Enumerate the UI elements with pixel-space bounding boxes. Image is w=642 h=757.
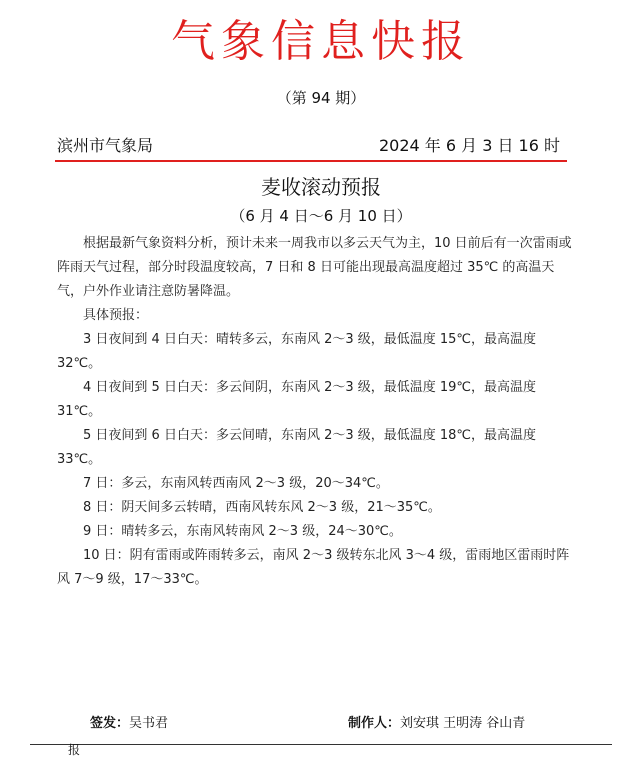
issuer-signature [90, 714, 168, 734]
forecast-item: 10 日：阴有雷雨或阵雨转多云，南风 2～3 级转东北风 3～4 级，雷雨地区雷雨时阵风 7～9 级，17～33℃。 [57, 548, 570, 587]
publisher-name: 滨州市气象局 [57, 136, 154, 155]
signer-name: 吴书君 [129, 716, 169, 731]
cut-off-text: 报 [68, 743, 81, 757]
header-divider [55, 160, 567, 162]
makers-label: 制作人： [348, 716, 401, 731]
makers-signature [348, 714, 525, 734]
masthead-title: 气象信息快报 [171, 16, 471, 67]
footer-divider [30, 744, 612, 745]
body-paragraph: 根据最新气象资料分析，预计未来一周我市以多云天气为主，10 日前后有一次雷雨或阵雨天气过程，部分时段温度较高，7 日和 8 日可能出现最高温度超过 35℃ 的高温天气，户外作业请注意防暑降温。 [57, 236, 572, 299]
makers-names: 刘安琪 王明涛 谷山青 [400, 716, 526, 731]
sign-label: 签发： [90, 716, 130, 731]
publication-meta [57, 136, 560, 158]
forecast-item: 8 日：阴天间多云转晴，西南风转东风 2～3 级，21～35℃。 [83, 500, 441, 515]
forecast-item: 4 日夜间到 5 日白天：多云间阴，东南风 2～3 级，最低温度 19℃，最高温度 31℃。 [57, 380, 537, 419]
body-paragraph: 具体预报： [83, 308, 149, 323]
issue-number: （第 94 期） [276, 89, 366, 107]
signature-footer [90, 714, 570, 734]
article-body [57, 232, 572, 592]
article-title: 麦收滚动预报 [261, 175, 381, 199]
forecast-item: 9 日：晴转多云，东南风转南风 2～3 级，24～30℃。 [83, 524, 402, 539]
forecast-item: 3 日夜间到 4 日白天：晴转多云，东南风 2～3 级，最低温度 15℃，最高温度 32℃。 [57, 332, 537, 371]
forecast-item: 5 日夜间到 6 日白天：多云间晴，东南风 2～3 级，最低温度 18℃，最高温度 33℃。 [57, 428, 537, 467]
publish-datetime: 2024 年 6 月 3 日 16 时 [378, 136, 560, 155]
article-period: （6 月 4 日～6 月 10 日） [230, 207, 412, 225]
forecast-item: 7 日：多云，东南风转西南风 2～3 级，20～34℃。 [83, 476, 389, 491]
